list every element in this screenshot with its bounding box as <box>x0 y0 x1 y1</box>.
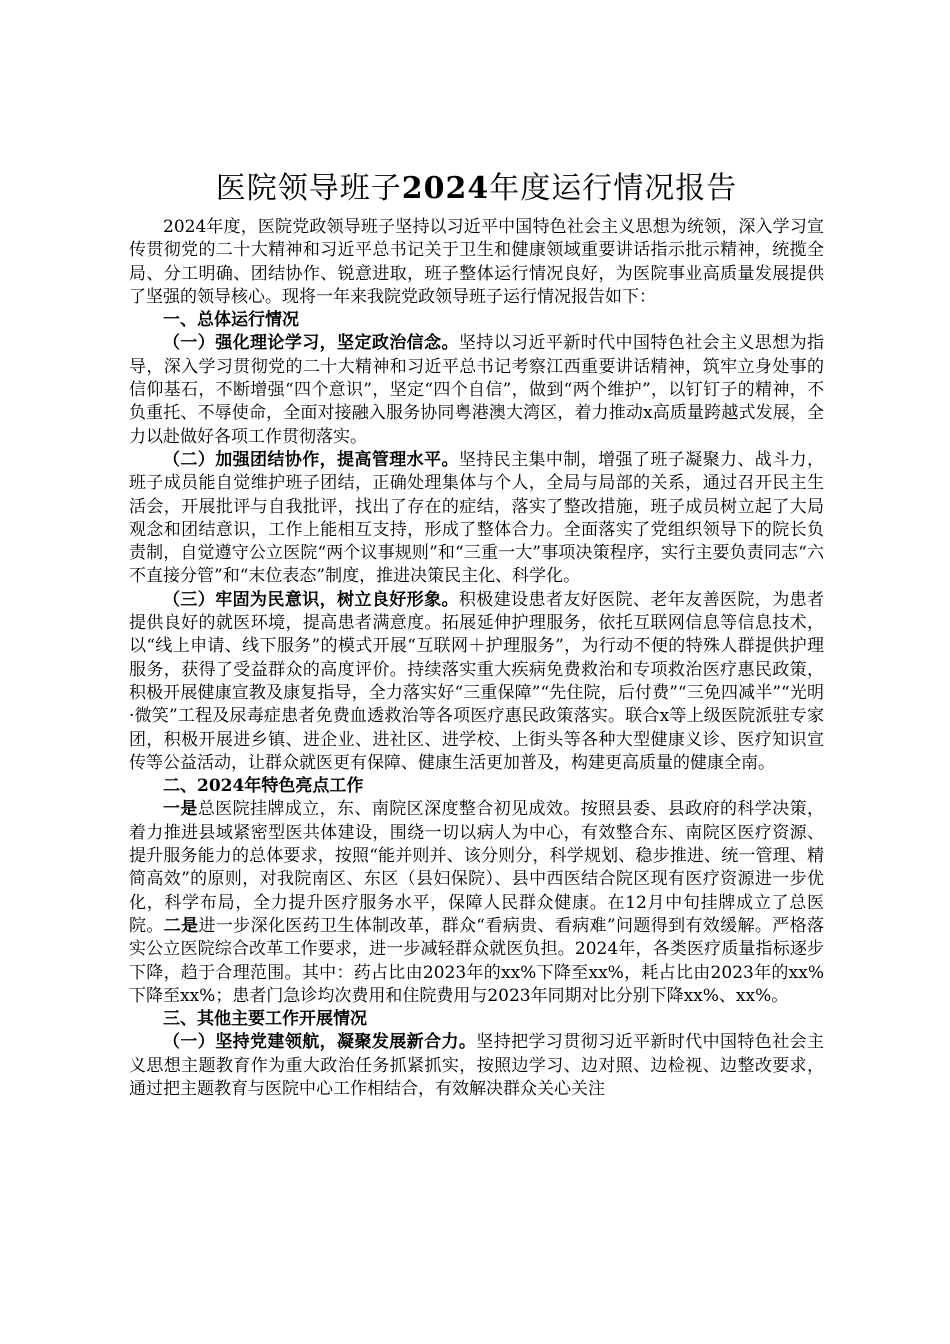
paragraph-text: 积极建设患者友好医院、老年友善医院，为患者提供良好的就医环境，提高患者满意度。拓展延伸护理服务，依托互联网信息等信息技术，以“线上申请、线下服务”的模式开展“互联网＋护理服务”，为行动不便的特殊人群提供护理服务，获得了受益群众的高度评价。持续落实重大疾病免费救治和专项救治医疗惠民政策，积极开展健康宣教及康复指导，全力落实好“三重保障”“先住院，后付费”“三免四减半”“光明·微笑”工程及尿毒症患者免费血透救治等各项医疗惠民政策落实。联合x等上级医院派驻专家团，积极开展进乡镇、进企业、进社区、进学校、上街头等各种大型健康义诊、医疗知识宣传等公益活动，让群众就医更有保障、健康生活更加普及，构建更高质量的健康全南。 <box>129 589 825 773</box>
intro-paragraph: 2024年度，医院党政领导班子坚持以习近平中国特色社会主义思想为统领，深入学习宣传贯彻党的二十大精神和习近平总书记关于卫生和健康领域重要讲话指示批示精神，统揽全局、分工明确、团结协作、锐意进取，班子整体运行情况良好，为医院事业高质量发展提供了坚强的领导核心。现将一年来我院党政领导班子运行情况报告如下： <box>129 217 824 307</box>
highlight-text-two: 进一步深化医药卫生体制改革，群众“看病贵、看病难”问题得到有效缓解。严格落实公立医院综合改革工作要求，进一步减轻群众就医负担。2024年，各类医疗质量指标逐步下降，趋于合理范围。其中：药占比由2023年的xx%下降至xx%，耗占比由2023年的xx%下降至xx%；患者门急诊均次费用和住院费用与2023年同期对比分别下降xx%、xx%。 <box>129 915 824 1006</box>
paragraph-lead: （二）加强团结协作，提高管理水平。 <box>163 449 459 470</box>
paragraph-text: 坚持民主集中制，增强了班子凝聚力、战斗力，班子成员能自觉维护班子团结，正确处理集体与个人，全局与局部的关系，通过召开民主生活会，开展批评与自我批评，找出了存在的症结，落实了整改措施，班子成员树立起了大局观念和团结意识，工作上能相互支持，形成了整体合力。全面落实了党组织领导下的院长负责制，自觉遵守公立医院“两个议事规则”和“三重一大”事项决策程序，实行主要负责同志“六不直接分管”和“末位表态”制度，推进决策民主化、科学化。 <box>129 449 825 587</box>
paragraph-highlights <box>129 798 824 1008</box>
title-year: 2024 <box>401 171 490 206</box>
highlight-lead-two: 二是 <box>163 915 199 936</box>
paragraph-lead: （一）强化理论学习，坚定政治信念。 <box>163 333 459 354</box>
paragraph-unity <box>129 449 824 589</box>
section-heading-highlights: 二、2024年特色亮点工作 <box>163 776 364 797</box>
document-title <box>129 166 824 212</box>
paragraph-lead: （一）坚持党建领航，凝聚发展新合力。 <box>163 1032 477 1053</box>
section-heading-overall: 一、总体运行情况 <box>163 310 299 331</box>
paragraph-theory-study <box>129 332 824 448</box>
section-heading-other-work: 三、其他主要工作开展情况 <box>163 1009 367 1030</box>
paragraph-people-first <box>129 589 824 775</box>
paragraph-text: 坚持以习近平新时代中国特色社会主义思想为指导，深入学习贯彻党的二十大精神和习近平总书记考察江西重要讲话精神，筑牢立身处事的信仰基石，不断增强“四个意识”，坚定“四个自信”，做到“两个维护”，以钉钉子的精神，不负重托、不辱使命，全面对接融入服务协同粤港澳大湾区，着力推动x高质量跨越式发展，全力以赴做好各项工作贯彻落实。 <box>129 333 825 447</box>
document-page <box>129 166 824 1101</box>
highlight-text-one: 总医院挂牌成立，东、南院区深度整合初见成效。按照县委、县政府的科学决策，着力推进县域紧密型医共体建设，围绕一切以病人为中心，有效整合东、南院区医疗资源、提升服务能力的总体要求，按照“能并则并、该分则分，科学规划、稳步推进、统一管理、精简高效”的原则，对我院南区、东区（县妇保院）、县中西医结合院区现有医疗资源进一步优化，科学布局，全力提升医疗服务水平，保障人民群众健康。在12月中旬挂牌成立了总医院。 <box>129 799 825 936</box>
paragraph-text: 坚持把学习贯彻习近平新时代中国特色社会主义思想主题教育作为重大政治任务抓紧抓实，按照边学习、边对照、边检视、边整改要求，通过把主题教育与医院中心工作相结合，有效解决群众关心关注 <box>129 1032 824 1099</box>
paragraph-lead: （三）牢固为民意识，树立良好形象。 <box>163 589 459 610</box>
paragraph-party-building <box>129 1031 824 1101</box>
highlight-lead-one: 一是 <box>163 799 198 820</box>
title-prefix: 医院领导班子 <box>215 171 402 206</box>
title-suffix: 年度运行情况报告 <box>489 171 738 206</box>
